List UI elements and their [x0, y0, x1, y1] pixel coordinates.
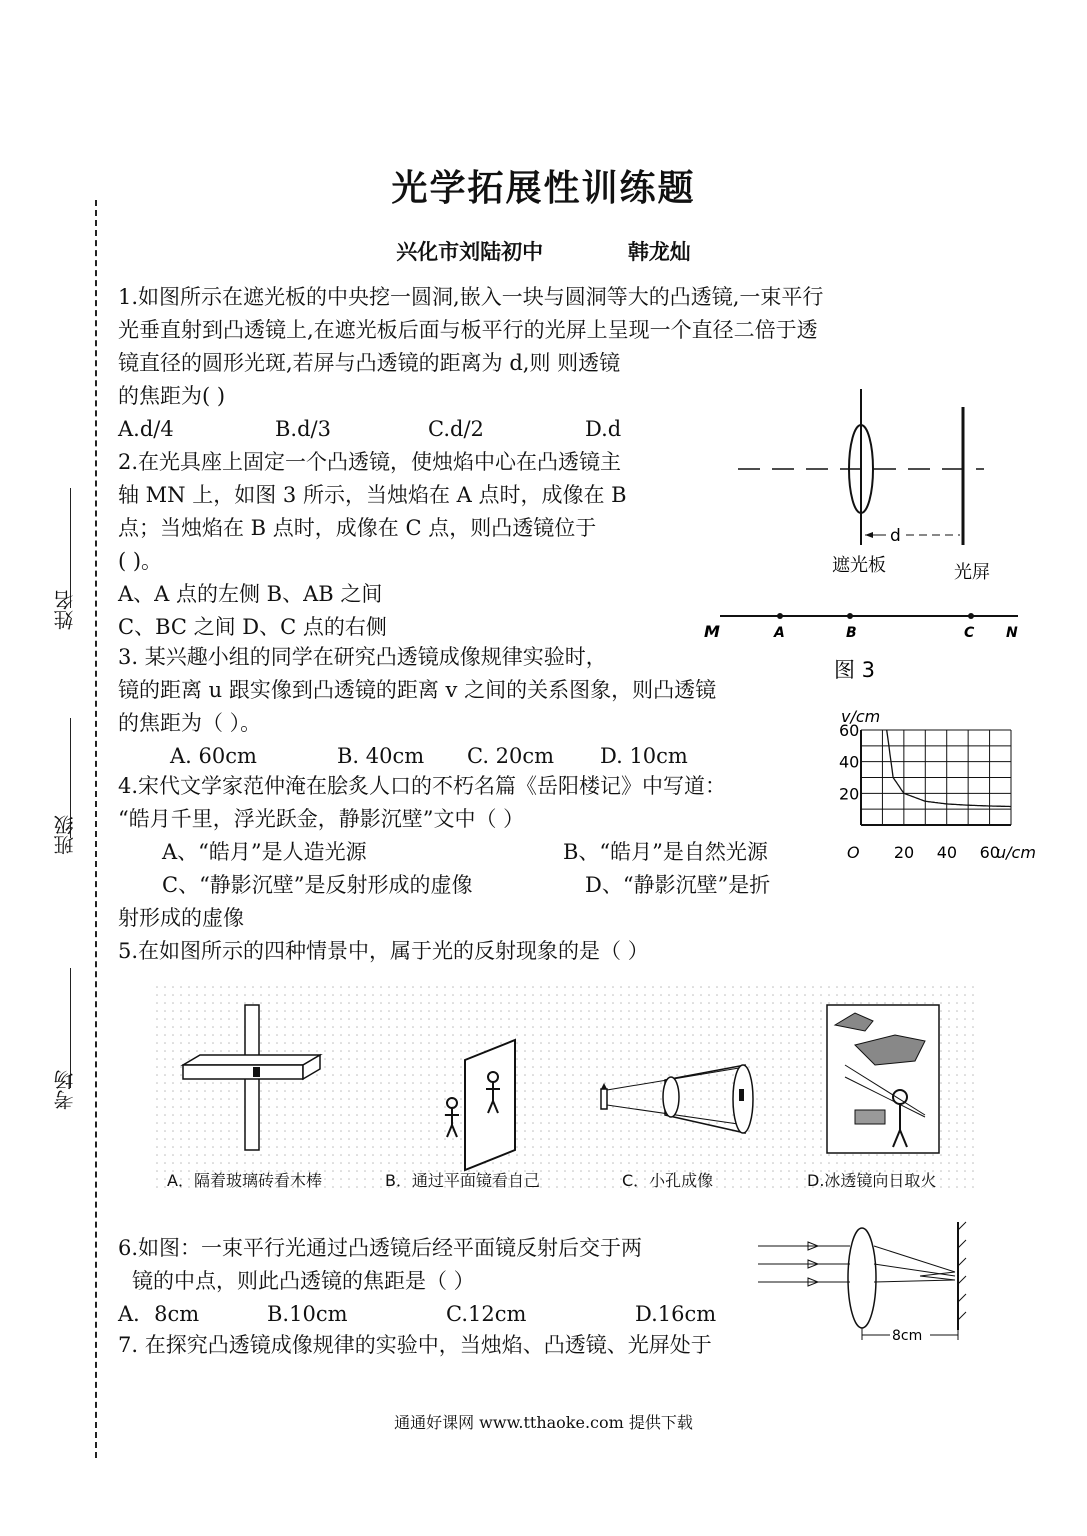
q6-line-1: 6.如图：一束平行光通过凸透镜后经平面镜反射后交于两 [118, 1236, 643, 1260]
q2-point-n: N [1006, 625, 1018, 641]
q1-line-1: 1.如图所示在遮光板的中央挖一圆洞,嵌入一块与圆洞等大的凸透镜,一束平行 [118, 285, 824, 309]
q4-option-b: B、“皓月”是自然光源 [563, 840, 768, 864]
q3-option-b: B. 40cm [337, 744, 425, 768]
q5-caption-b: B．通过平面镜看自己 [385, 1171, 540, 1190]
q5-caption-c: C．小孔成像 [622, 1171, 714, 1190]
page-footer: 通通好课网 www.tthaoke.com 提供下载 [394, 1413, 693, 1432]
q2-options-cd: C、BC 之间 D、C 点的右侧 [118, 615, 387, 639]
q7-line-1: 7. 在探究凸透镜成像规律的实验中，当烛焰、凸透镜、光屏处于 [118, 1333, 712, 1357]
q3-option-d: D. 10cm [600, 744, 688, 768]
side-label-exam-room: 考场 [53, 1070, 77, 1110]
q2-axis-figure [700, 605, 1030, 690]
q1-lens-figure [730, 385, 1020, 590]
q2-figure-caption: 图 3 [834, 658, 876, 682]
q1-option-d: D.d [585, 417, 622, 441]
page-title: 光学拓展性训练题 [391, 168, 696, 209]
chart-ytick-20: 20 [839, 784, 860, 804]
q6-option-c: C.12cm [446, 1302, 527, 1326]
chart-ylabel: v/cm [841, 707, 881, 726]
q2-point-b: B [846, 625, 857, 641]
q1-option-b: B.d/3 [275, 417, 331, 441]
q3-option-a: A. 60cm [170, 744, 257, 768]
chart-grid [861, 730, 1011, 825]
q2-line-4: ( )。 [118, 549, 163, 573]
q6-fig-distance-label: 8cm [892, 1328, 923, 1344]
q1-fig-plate-label: 遮光板 [832, 555, 886, 576]
q5-caption-d: D.冰透镜向日取火 [807, 1171, 937, 1190]
q4-option-d: D、“静影沉壁”是折 [585, 873, 771, 897]
q4-line-5: 射形成的虚像 [118, 906, 244, 930]
q2-options-ab: A、A 点的左侧 B、AB 之间 [118, 582, 383, 606]
side-label-class: 班级 [53, 815, 77, 855]
author-school: 兴化市刘陆初中 [396, 240, 544, 264]
q1-line-3: 镜直径的圆形光斑,若屏与凸透镜的距离为 d,则 则透镜 [118, 351, 621, 375]
q6-option-d: D.16cm [635, 1302, 717, 1326]
q3-line-3: 的焦距为（ ）。 [118, 711, 262, 735]
q3-uv-chart [825, 700, 1045, 870]
chart-xtick-20: 20 [893, 843, 915, 862]
q5-scenes-figure [155, 985, 980, 1190]
scene-d-ice-lens [827, 1005, 939, 1153]
q1-line-4: 的焦距为( ) [118, 384, 226, 408]
q4-line-1: 4.宋代文学家范仲淹在脍炙人口的不朽名篇《岳阳楼记》中写道： [118, 774, 727, 798]
chart-xtick-60: 60 [979, 843, 1000, 862]
q2-line-1: 2.在光具座上固定一个凸透镜，使烛焰中心在凸透镜主 [118, 450, 622, 474]
q2-line-2: 轴 MN 上，如图 3 所示，当烛焰在 A 点时，成像在 B [118, 483, 627, 507]
q6-option-b: B.10cm [267, 1302, 348, 1326]
q1-fig-d-label: d [890, 526, 901, 546]
author-name: 韩龙灿 [627, 240, 691, 264]
q5-line-1: 5.在如图所示的四种情景中，属于光的反射现象的是（ ） [118, 939, 649, 963]
q3-line-1: 3. 某兴趣小组的同学在研究凸透镜成像规律实验时， [118, 645, 607, 669]
q4-line-2: “皓月千里，浮光跃金，静影沉壁”文中（ ） [118, 807, 525, 831]
q5-caption-a: A．隔着玻璃砖看木棒 [167, 1171, 322, 1190]
chart-ytick-60: 60 [839, 721, 860, 740]
chart-series-line [887, 730, 1011, 807]
chart-ytick-40: 40 [839, 752, 860, 772]
side-label-name: 姓名 [53, 590, 77, 630]
q1-line-2: 光垂直射到凸透镜上,在遮光板后面与板平行的光屏上呈现一个直径二倍于透 [118, 318, 818, 342]
q2-point-m: M [704, 622, 720, 641]
q1-fig-screen-label: 光屏 [954, 562, 990, 583]
q1-option-a: A.d/4 [118, 417, 174, 441]
q3-line-2: 镜的距离 u 跟实像到凸透镜的距离 v 之间的关系图象，则凸透镜 [118, 678, 717, 702]
q3-option-c: C. 20cm [467, 744, 555, 768]
margin-dashed-line [95, 200, 97, 1458]
q6-line-2: 镜的中点，则此凸透镜的焦距是（ ） [132, 1269, 475, 1293]
q2-line-3: 点；当烛焰在 B 点时，成像在 C 点，则凸透镜位于 [118, 516, 597, 540]
q4-option-a: A、“皓月”是人造光源 [162, 840, 367, 864]
chart-xtick-40: 40 [936, 843, 958, 862]
author-line [0, 236, 1087, 266]
q1-option-c: C.d/2 [428, 417, 484, 441]
q2-point-c: C [964, 625, 975, 641]
chart-xlabel: u/cm [996, 843, 1036, 862]
q4-option-c: C、“静影沉壁”是反射形成的虚像 [162, 873, 473, 897]
q2-point-a: A [774, 625, 785, 641]
q6-option-a: A．8cm [118, 1302, 200, 1326]
chart-xtick-origin: O [847, 843, 860, 862]
q6-lens-mirror-figure [750, 1218, 980, 1348]
